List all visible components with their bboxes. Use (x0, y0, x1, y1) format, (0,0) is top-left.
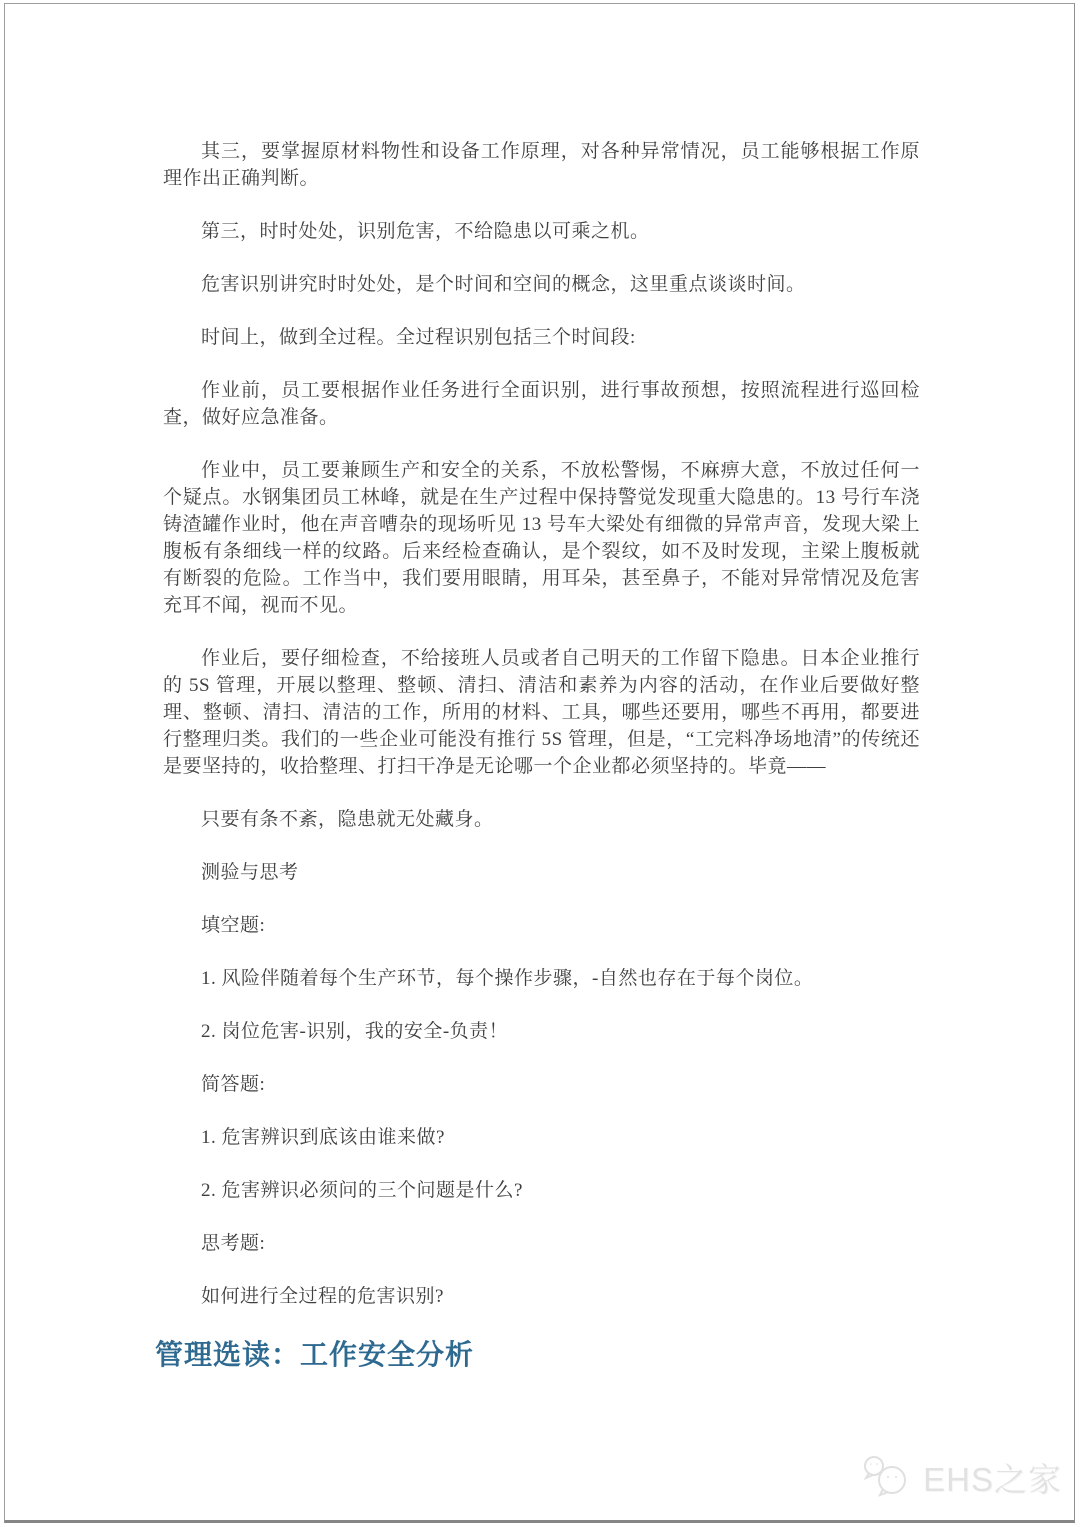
quiz-label-thinking: 思考题: (201, 1233, 266, 1254)
body-paragraph: 第三，时时处处，识别危害，不给隐患以可乘之机。 (201, 221, 650, 242)
quiz-item: 1. 危害辨识到底该由谁来做? (201, 1127, 445, 1148)
body-paragraph: 时间上，做到全过程。全过程识别包括三个时间段: (201, 327, 636, 348)
watermark-text: EHS之家 (923, 1460, 1062, 1498)
watermark (861, 1453, 1062, 1501)
wechat-icon (861, 1453, 917, 1501)
body-paragraph: 其三，要掌握原材料物性和设备工作原理，对各种异常情况，员工能够根据工作原理作出正确判断。 (163, 141, 920, 189)
quiz-item: 1. 风险伴随着每个生产环节，每个操作步骤，-自然也存在于每个岗位。 (201, 968, 814, 989)
section-heading: 管理选读：工作安全分析 (155, 1339, 475, 1370)
quiz-item: 如何进行全过程的危害识别? (201, 1286, 444, 1307)
document-body (155, 138, 920, 1372)
body-paragraph: 只要有条不紊，隐患就无处藏身。 (201, 809, 494, 830)
quiz-label-fill-in: 填空题: (201, 915, 266, 936)
body-paragraph: 作业中，员工要兼顾生产和安全的关系，不放松警惕，不麻痹大意，不放过任何一个疑点。水钢集团员工林峰，就是在生产过程中保持警觉发现重大隐患的。13 号行车浇铸渣罐作业时，他在声音嘈杂的现场听见 13 号车大梁处有细微的异常声音，发现大梁上腹板有条细线一样的纹路。后来经检查确认，是个裂纹，如不及时发现，主梁上腹板就有断裂的危险。工作当中，我们要用眼睛，用耳朵，甚至鼻子，不能对异常情况及危害充耳不闻，视而不见。 (163, 460, 920, 616)
body-paragraph: 作业前，员工要根据作业任务进行全面识别，进行事故预想，按照流程进行巡回检查，做好应急准备。 (163, 380, 920, 428)
section-label: 测验与思考 (201, 862, 299, 883)
body-paragraph: 作业后，要仔细检查，不给接班人员或者自己明天的工作留下隐患。日本企业推行的 5S 管理，开展以整理、整顿、清扫、清洁和素养为内容的活动，在作业后要做好整理、整顿、清扫、清洁的工作，所用的材料、工具，哪些还要用，哪些不再用，都要进行整理归类。我们的一些企业可能没有推行 5S 管理，但是，“工完料净场地清”的传统还是要坚持的，收拾整理、打扫干净是无论哪一个企业都必须坚持的。毕竟—— (163, 648, 920, 777)
quiz-item: 2. 危害辨识必须问的三个问题是什么? (201, 1180, 523, 1201)
body-paragraph: 危害识别讲究时时处处，是个时间和空间的概念，这里重点谈谈时间。 (201, 274, 806, 295)
quiz-label-short-answer: 简答题: (201, 1074, 266, 1095)
quiz-item: 2. 岗位危害-识别，我的安全-负责！ (201, 1021, 509, 1042)
